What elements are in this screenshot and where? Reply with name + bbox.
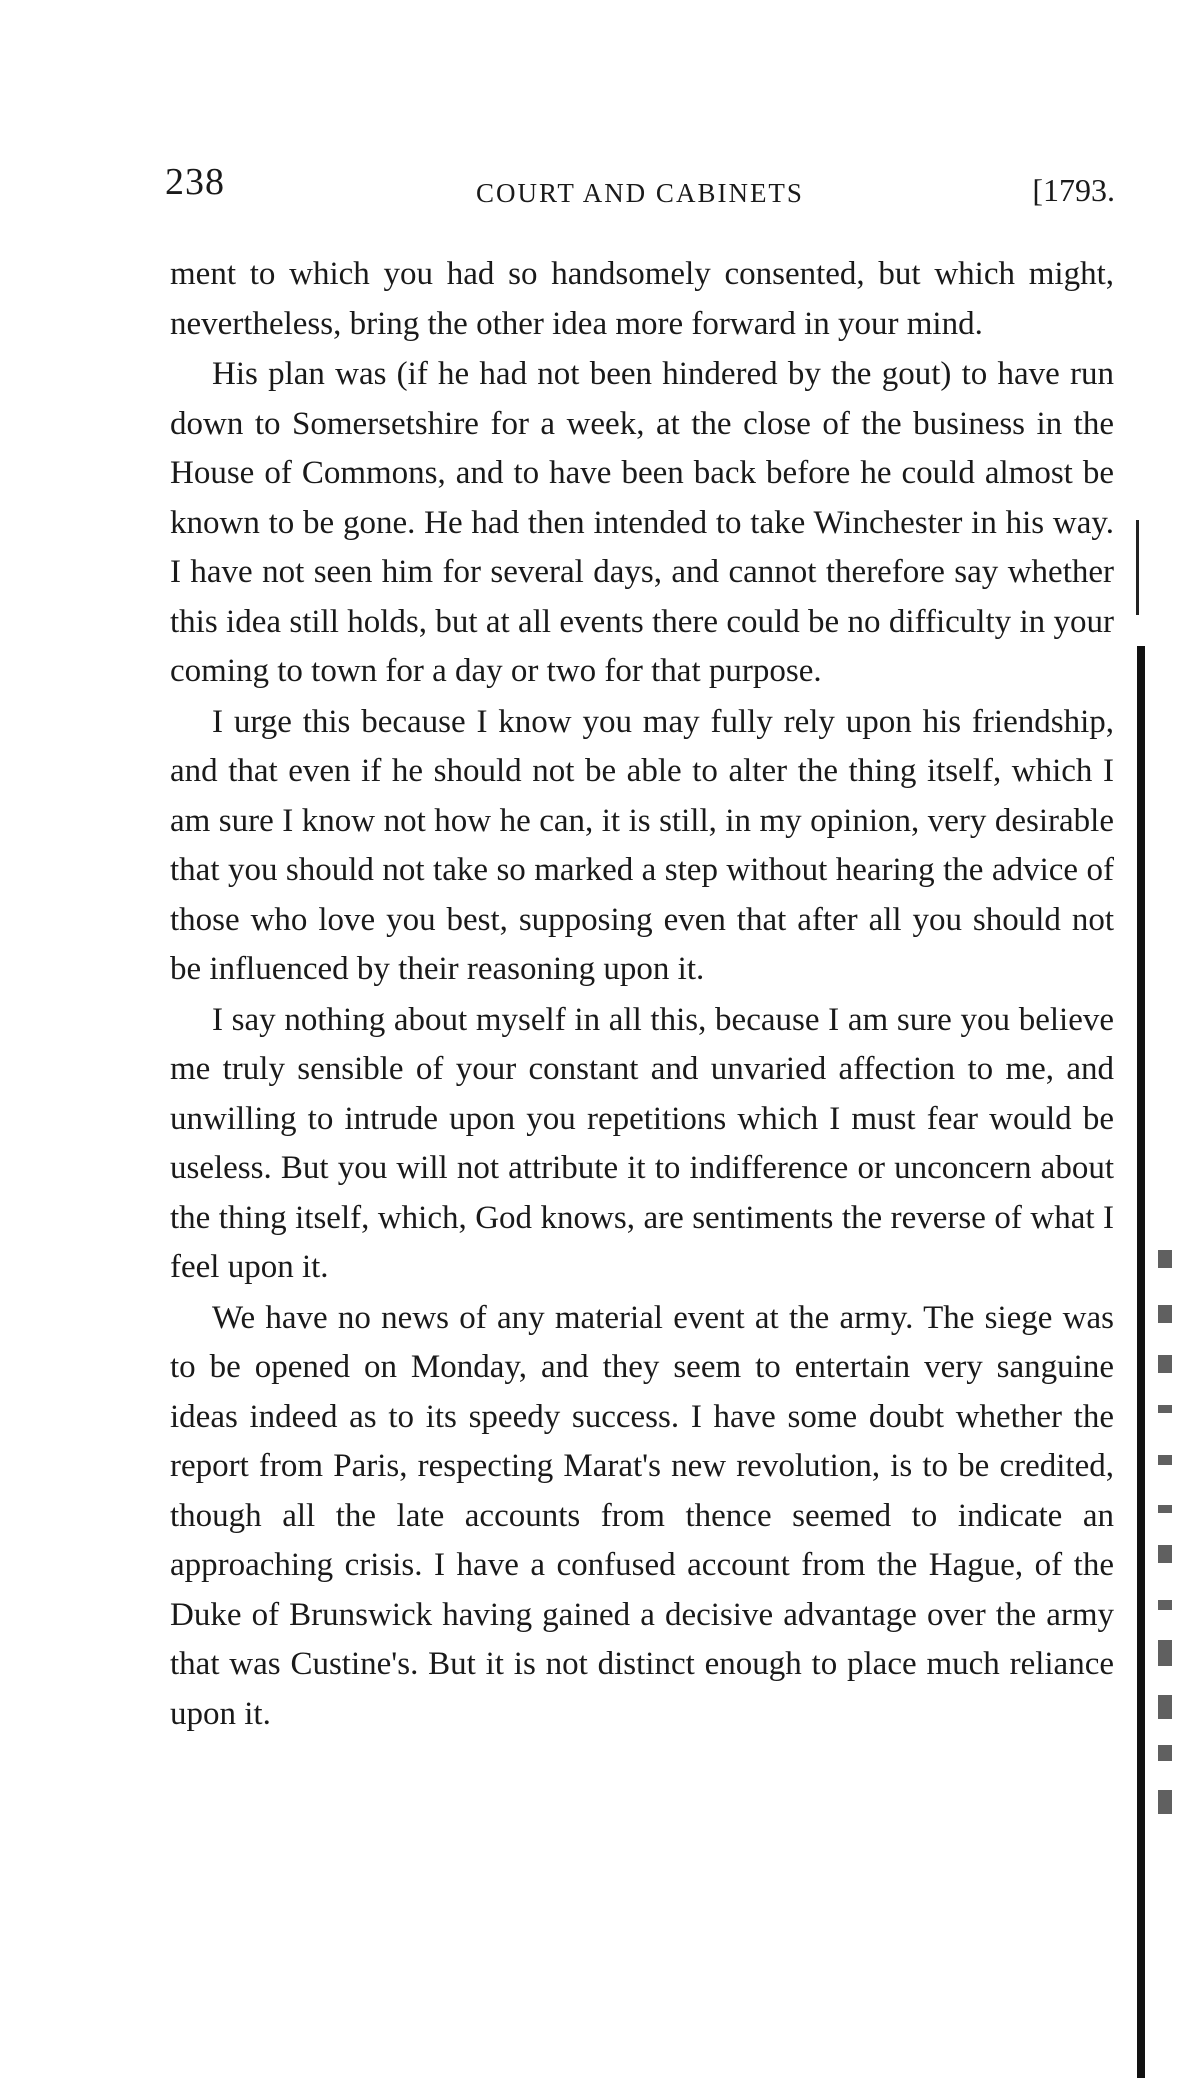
page-edge-rule (1137, 646, 1145, 2078)
adjacent-page-edge (1134, 0, 1182, 2078)
page-number: 238 (165, 161, 225, 203)
year-marker: [1793. (1032, 172, 1115, 208)
edge-fragment (1158, 1405, 1172, 1413)
edge-fragment (1158, 1745, 1172, 1761)
paragraph: We have no news of any material event at the army. The siege was to be opened on Monday, and they seem to entertain very sanguine ideas indeed as to its speedy success. I have some doubt whether the report from Paris, respecting Marat's new revolution, is to be credited, though all the late accounts from thence seemed to indicate an approaching crisis. I have a confused account from the Hague, of the Duke of Brunswick having gained a decisive advantage over the army that was Custine's. But it is not distinct enough to place much reliance upon it. (170, 1299, 1114, 1732)
edge-fragment (1158, 1545, 1172, 1563)
body-text (170, 250, 1114, 1739)
running-title: COURT AND CABINETS (476, 178, 804, 208)
page-header (165, 160, 1115, 210)
edge-fragment (1158, 1600, 1172, 1610)
edge-fragment (1158, 1305, 1172, 1323)
edge-fragment (1158, 1250, 1172, 1268)
edge-tick (1136, 520, 1139, 615)
paragraph: His plan was (if he had not been hindered by the gout) to have run down to Somersetshire for a week, at the close of the business in the House of Commons, and to have been back before he could almost be known to be gone. He had then intended to take Winchester in his way. I have not seen him for several days, and cannot therefore say whether this idea still holds, but at all events there could be no difficulty in your coming to town for a day or two for that purpose. (170, 356, 1114, 689)
edge-fragment (1158, 1640, 1172, 1666)
edge-fragment (1158, 1505, 1172, 1513)
edge-fragment (1158, 1455, 1172, 1465)
paragraph: ment to which you had so handsomely consented, but which might, nevertheless, bring the other idea more forward in your mind. (170, 256, 1114, 342)
edge-fragment (1158, 1355, 1172, 1373)
paragraph: I urge this because I know you may fully rely upon his friendship, and that even if he should not be able to alter the thing itself, which I am sure I know not how he can, it is still, in my opinion, very desirable that you should not take so marked a step without hearing the advice of those who love you best, supposing even that after all you should not be influenced by their reasoning upon it. (170, 703, 1114, 987)
edge-fragment (1158, 1695, 1172, 1719)
edge-fragment (1158, 1790, 1172, 1814)
paragraph: I say nothing about myself in all this, because I am sure you believe me truly sensible of your constant and unvaried affection to me, and unwilling to intrude upon you repetitions which I must fear would be useless. But you will not attribute it to indifference or unconcern about the thing itself, which, God knows, are sentiments the reverse of what I feel upon it. (170, 1001, 1114, 1285)
